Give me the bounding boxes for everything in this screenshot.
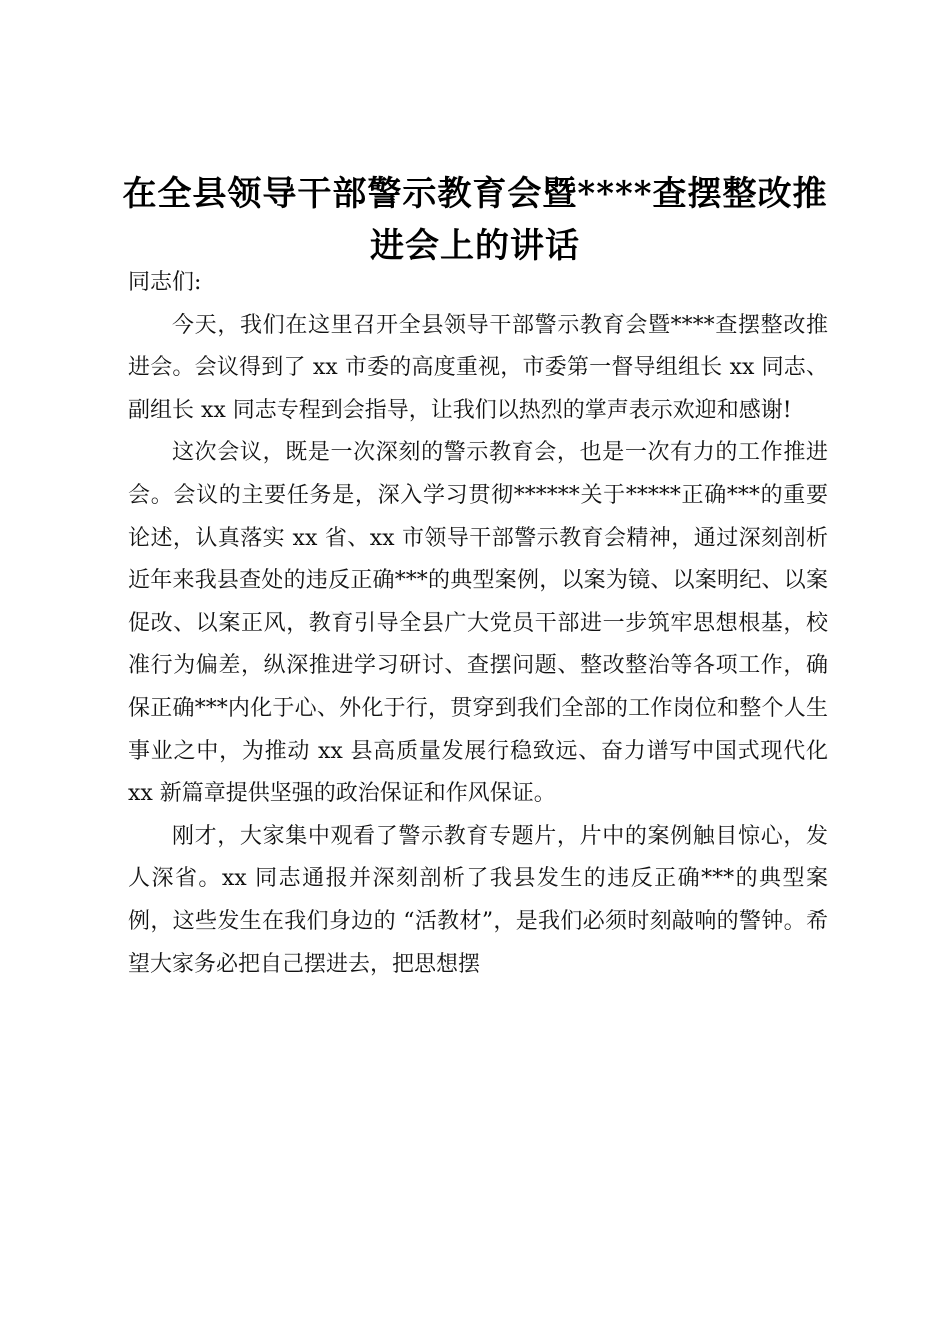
document-body <box>128 262 828 986</box>
salutation: 同志们: <box>128 270 202 295</box>
document-title: 在全县领导干部警示教育会暨****查摆整改推进会上的讲话 <box>122 174 828 266</box>
paragraph-2: 这次会议，既是一次深刻的警示教育会，也是一次有力的工作推进会。会议的主要任务是，深入学习贯彻******关于*****正确***的重要论述，认真落实 xx 省、xx 市领导干部警示教育会精神，通过深刻剖析近年来我县查处的违反正确***的典型案例，以案为镜、以案明纪、以案促改、以案正风，教育引导全县广大党员干部进一步筑牢思想根基，校准行为偏差，纵深推进学习研讨、查摆问题、整改整治等各项工作，确保正确***内化于心、外化于行，贯穿到我们全部的工作岗位和整个人生事业之中，为推动 xx 县高质量发展行稳致远、奋力谱写中国式现代化 xx 新篇章提供坚强的政治保证和作风保证。 <box>128 440 828 807</box>
paragraph-1: 今天，我们在这里召开全县领导干部警示教育会暨****查摆整改推进会。会议得到了 xx 市委的高度重视，市委第一督导组组长 xx 同志、副组长 xx 同志专程到会指导，让我们以热烈的掌声表示欢迎和感谢! <box>128 312 828 423</box>
paragraph-3: 刚才，大家集中观看了警示教育专题片，片中的案例触目惊心，发人深省。xx 同志通报并深刻剖析了我县发生的违反正确***的典型案例，这些发生在我们身边的 “活教材”，是我们必须时刻敲响的警钟。希望大家务必把自己摆进去，把思想摆 <box>128 823 828 977</box>
